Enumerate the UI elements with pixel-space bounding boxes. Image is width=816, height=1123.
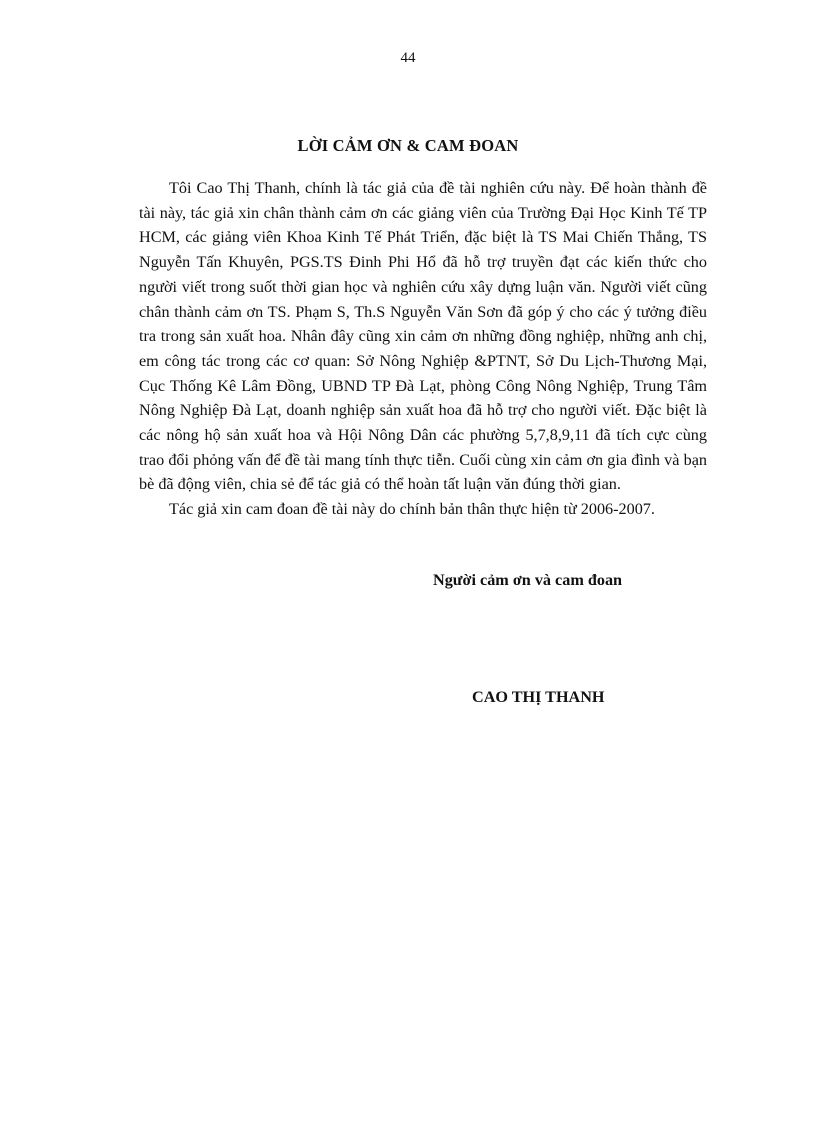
body-text: [139, 176, 707, 522]
page-title: LỜI CẢM ƠN & CAM ĐOAN: [297, 136, 519, 155]
paragraph-acknowledgement: Tôi Cao Thị Thanh, chính là tác giả của đề tài nghiên cứu này. Để hoàn thành đề tài này, tác giả xin chân thành cảm ơn các giảng viên của Trường Đại Học Kinh Tế TP HCM, các giảng viên Khoa Kinh Tế Phát Triển, đặc biệt là TS Mai Chiến Thắng, TS Nguyễn Tấn Khuyên, PGS.TS Đinh Phi Hổ đã hỗ trợ truyền đạt các kiến thức cho người viết trong suốt thời gian học và nghiên cứu xây dựng luận văn. Người viết cũng chân thành cảm ơn TS. Phạm S, Th.S Nguyễn Văn Sơn đã góp ý cho các ý tưởng điều tra trong sản xuất hoa. Nhân đây cũng xin cảm ơn những đồng nghiệp, những anh chị, em công tác trong các cơ quan: Sở Nông Nghiệp &PTNT, Sở Du Lịch-Thương Mại, Cục Thống Kê Lâm Đồng, UBND TP Đà Lạt, phòng Công Nông Nghiệp, Trung Tâm Nông Nghiệp Đà Lạt, doanh nghiệp sản xuất hoa đã hỗ trợ cho người viết. Đặc biệt là các nông hộ sản xuất hoa và Hội Nông Dân các phường 5,7,8,9,11 đã tích cực cùng trao đổi phỏng vấn để đề tài mang tính thực tiễn. Cuối cùng xin cảm ơn gia đình và bạn bè đã động viên, chia sẻ để tác giả có thể hoàn tất luận văn đúng thời gian.: [139, 179, 707, 494]
page-number: 44: [400, 50, 416, 66]
signature-line: Người cảm ơn và cam đoan: [433, 571, 623, 589]
signer-name: CAO THỊ THANH: [472, 688, 605, 706]
paragraph-declaration: Tác giả xin cam đoan đề tài này do chính bản thân thực hiện từ 2006-2007.: [169, 500, 655, 519]
